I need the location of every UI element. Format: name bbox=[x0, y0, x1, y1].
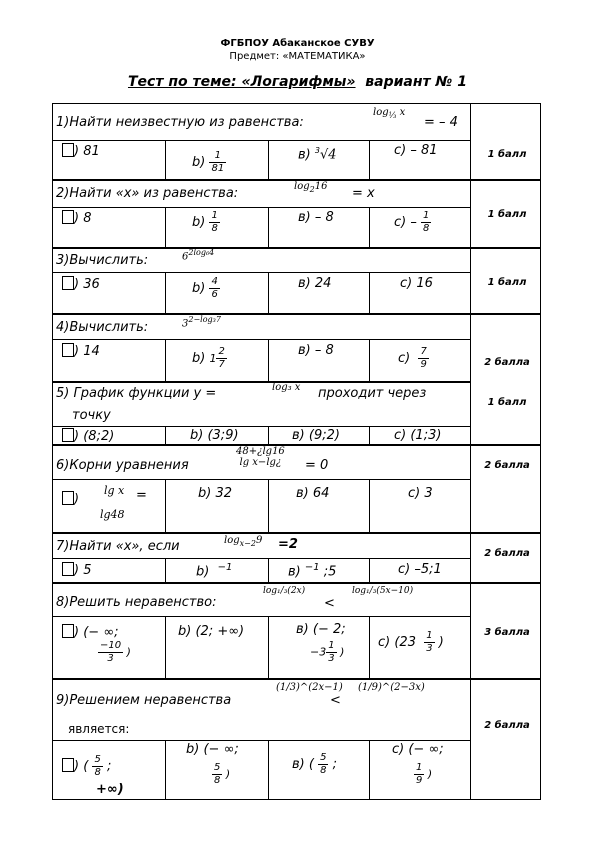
q4-option-a[interactable]: ) 14 bbox=[62, 343, 100, 359]
q3-expression: $6^{2log_64}$ bbox=[182, 248, 215, 263]
q9-option-a-tail: +∞) bbox=[96, 782, 124, 797]
col-line bbox=[268, 426, 269, 444]
col-line bbox=[369, 558, 370, 582]
q9-option-a[interactable]: ) ( $\frac{5}{8}$ ; bbox=[62, 754, 111, 779]
col-line bbox=[268, 272, 269, 313]
question-8: 8)Решить неравенство: bbox=[56, 595, 217, 610]
row-line bbox=[52, 313, 541, 315]
col-line bbox=[268, 740, 269, 799]
col-line bbox=[165, 207, 166, 247]
q3-option-b[interactable]: b) $\frac{4}{6}$ bbox=[192, 276, 218, 300]
q1-option-c[interactable]: в) $^3$√4 bbox=[298, 146, 337, 163]
question-1: 1)Найти неизвестную из равенства: bbox=[56, 115, 304, 130]
row-line bbox=[52, 140, 470, 141]
q6-points: 2 балла bbox=[484, 460, 530, 471]
q4-option-b[interactable]: b) 1 $\frac{2}{7}$ bbox=[192, 346, 225, 370]
q7-option-c[interactable]: в) $^{-1}$ ;5 bbox=[288, 562, 337, 580]
q1-rhs: = – 4 bbox=[424, 115, 458, 130]
q7-option-a[interactable]: ) 5 bbox=[62, 562, 92, 578]
q1-log-expression: $\log_{\frac{1}{3}} x$ bbox=[373, 107, 406, 120]
q9-option-d[interactable]: c) (− ∞; bbox=[392, 742, 444, 757]
q4-option-d[interactable]: c) $\frac{7}{9}$ bbox=[398, 346, 427, 370]
q8-rhs: log₁/₃(5x−10) bbox=[352, 586, 414, 596]
row-line bbox=[52, 426, 470, 427]
col-line bbox=[369, 426, 370, 444]
col-line bbox=[369, 339, 370, 381]
col-line bbox=[165, 426, 166, 444]
col-line bbox=[165, 479, 166, 532]
q7-option-b[interactable]: b) $^{-1}$ bbox=[196, 562, 233, 580]
question-7: 7)Найти «х», если bbox=[56, 539, 180, 554]
q2-log-expression: $\log_216$ bbox=[294, 181, 328, 194]
col-line bbox=[369, 140, 370, 179]
title-topic: Тест по теме: «Логарифмы» bbox=[127, 74, 356, 90]
row-line bbox=[52, 616, 470, 617]
table-bottom-border bbox=[52, 799, 541, 800]
q9-option-b[interactable]: b) (− ∞; bbox=[186, 742, 239, 757]
q6-option-b[interactable]: b) 32 bbox=[198, 486, 233, 501]
q7-expression: $\log_{x-2}9$ bbox=[224, 535, 263, 548]
row-line bbox=[52, 558, 470, 559]
q5-option-a[interactable]: ) (8;2) bbox=[62, 428, 114, 444]
row-line bbox=[52, 678, 541, 680]
q1-points: 1 балл bbox=[487, 149, 527, 160]
row-line bbox=[52, 479, 470, 480]
col-line bbox=[165, 558, 166, 582]
row-line bbox=[52, 582, 541, 584]
col-line bbox=[268, 616, 269, 678]
row-line bbox=[52, 272, 470, 273]
q2-option-b[interactable]: b) $\frac{1}{8}$ bbox=[192, 210, 218, 234]
q8-option-a[interactable]: ) (− ∞; bbox=[62, 624, 119, 640]
q5-expression: log₃ x bbox=[272, 382, 301, 393]
q6-rhs: = 0 bbox=[305, 458, 329, 473]
q8-option-d[interactable]: c) (23 $\frac{1}{3}$ ) bbox=[378, 630, 444, 654]
q8-option-a-frac: $\frac{-10}{3}$ ) bbox=[100, 640, 131, 664]
q5-option-b[interactable]: b) (3;9) bbox=[190, 428, 239, 443]
test-title bbox=[0, 74, 595, 90]
row-line bbox=[52, 247, 541, 249]
q3-option-a[interactable]: ) 36 bbox=[62, 276, 100, 292]
q4-option-c[interactable]: в) – 8 bbox=[298, 343, 334, 358]
q2-option-d[interactable]: c) – $\frac{1}{8}$ bbox=[394, 210, 430, 234]
q1-option-d[interactable]: c) – 81 bbox=[394, 143, 438, 158]
question-3: 3)Вычислить: bbox=[56, 253, 149, 268]
question-9: 9)Решением неравенства bbox=[56, 693, 232, 708]
col-line bbox=[165, 140, 166, 179]
q5-text2: точку bbox=[72, 408, 111, 423]
row-line bbox=[52, 207, 470, 208]
institution-title: ФГБПОУ Абаканское СУВУ bbox=[220, 38, 375, 49]
q6-option-d[interactable]: c) 3 bbox=[408, 486, 433, 501]
q2-points: 1 балл bbox=[487, 209, 527, 220]
q1-option-a[interactable]: ) 81 bbox=[62, 143, 100, 159]
q6-option-a-bot: lg48 bbox=[100, 508, 125, 521]
q5-option-d[interactable]: c) (1;3) bbox=[394, 428, 442, 443]
q7-points: 2 балла bbox=[484, 548, 530, 559]
row-line bbox=[52, 444, 541, 446]
q9-option-b-frac: $\frac{5}{8}$ ) bbox=[214, 762, 231, 786]
q6-option-a-eq: = bbox=[136, 488, 147, 503]
q3-option-d[interactable]: c) 16 bbox=[400, 276, 433, 291]
table-right-border bbox=[540, 103, 541, 800]
q9-option-c[interactable]: в) ( $\frac{5}{8}$ ; bbox=[292, 752, 337, 776]
question-4: 4)Вычислить: bbox=[56, 320, 149, 335]
col-line bbox=[369, 740, 370, 799]
question-5: 5) График функции y = bbox=[56, 386, 217, 401]
subject-line: Предмет: «МАТЕМАТИКА» bbox=[229, 51, 366, 62]
question-2: 2)Найти «х» из равенства: bbox=[56, 186, 239, 201]
q8-option-c[interactable]: в) (− 2; bbox=[296, 622, 346, 637]
q3-points: 1 балл bbox=[487, 277, 527, 288]
q9-lhs: (1/3)^(2x−1) bbox=[276, 682, 343, 693]
row-line bbox=[52, 339, 470, 340]
col-line bbox=[165, 740, 166, 799]
q6-option-a[interactable]: ) bbox=[62, 491, 79, 507]
row-line bbox=[52, 532, 541, 534]
q9-text2: является: bbox=[68, 722, 130, 736]
q8-rel: < bbox=[324, 596, 335, 611]
table-top-border bbox=[52, 103, 541, 104]
q6-expression: 48+¿lg16 lg x−lg¿ bbox=[236, 446, 285, 468]
q2-rhs: = x bbox=[352, 186, 375, 201]
col-line bbox=[268, 339, 269, 381]
row-line bbox=[52, 381, 470, 383]
col-line bbox=[165, 272, 166, 313]
q1-option-b[interactable]: b) $\frac{1}{81}$ bbox=[192, 150, 225, 174]
col-line bbox=[165, 616, 166, 678]
q6-option-c[interactable]: в) 64 bbox=[296, 486, 330, 501]
q6-option-a-top: lg x bbox=[104, 484, 125, 497]
col-line bbox=[369, 616, 370, 678]
q4-expression: $3^{2-log_37}$ bbox=[182, 315, 221, 330]
q5-option-c[interactable]: в) (9;2) bbox=[292, 428, 340, 443]
col-line bbox=[369, 272, 370, 313]
q7-rhs: =2 bbox=[278, 537, 298, 552]
col-line bbox=[165, 339, 166, 381]
q5-rhs: проходит через bbox=[318, 386, 427, 401]
q8-lhs: log₁/₃(2x) bbox=[263, 586, 306, 596]
q8-option-c-frac: −3 $\frac{1}{3}$ ) bbox=[310, 640, 345, 664]
q2-option-a[interactable]: ) 8 bbox=[62, 210, 92, 226]
q8-points: 3 балла bbox=[484, 627, 530, 638]
col-line bbox=[268, 558, 269, 582]
col-line bbox=[268, 140, 269, 179]
row-line bbox=[52, 740, 470, 741]
col-line bbox=[369, 207, 370, 247]
question-6: 6)Корни уравнения bbox=[56, 458, 189, 473]
q9-rhs: (1/9)^(2−3x) bbox=[358, 682, 425, 693]
q2-option-c[interactable]: в) – 8 bbox=[298, 210, 334, 225]
q3-option-c[interactable]: в) 24 bbox=[298, 276, 332, 291]
q9-option-d-frac: $\frac{1}{9}$ ) bbox=[416, 762, 433, 786]
q8-option-b[interactable]: b) (2; +∞) bbox=[178, 624, 245, 639]
col-line bbox=[369, 479, 370, 532]
points-column-divider bbox=[470, 103, 471, 800]
col-line bbox=[268, 207, 269, 247]
q7-option-d[interactable]: c) –5;1 bbox=[398, 562, 442, 577]
q9-points: 2 балла bbox=[484, 720, 530, 731]
title-variant: вариант № 1 bbox=[365, 74, 468, 90]
q4-points: 2 балла bbox=[484, 357, 530, 368]
q5-points: 1 балл bbox=[487, 397, 527, 408]
col-line bbox=[268, 479, 269, 532]
q9-rel: < bbox=[330, 693, 341, 708]
